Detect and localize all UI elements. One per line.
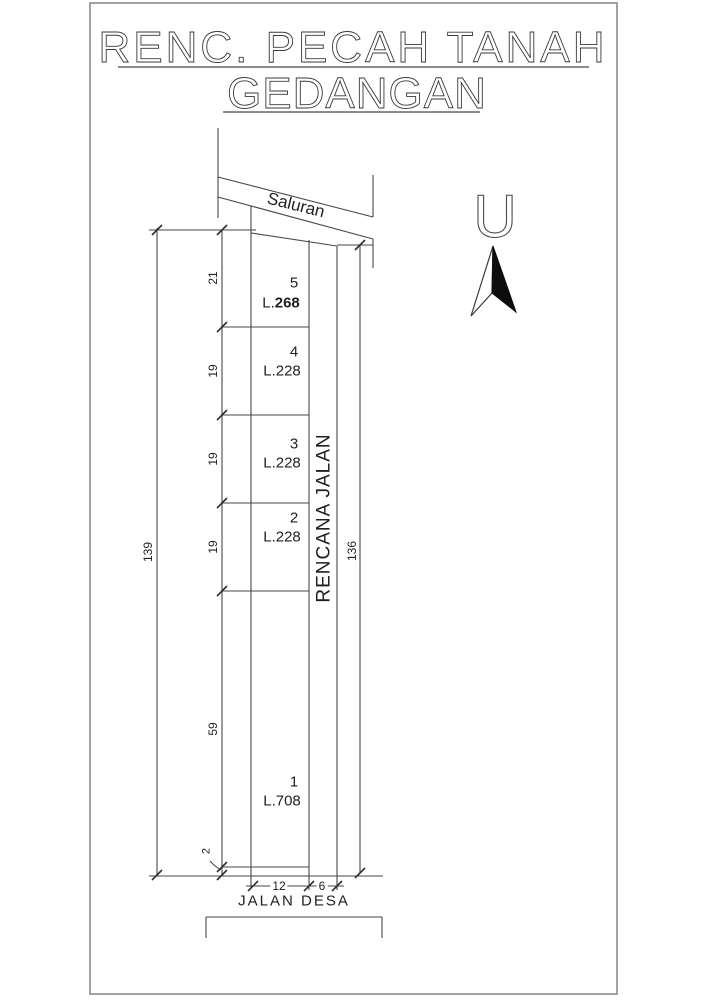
dim-label-right-total: 136 <box>345 540 359 562</box>
parcel-2-number: 2 <box>289 509 299 527</box>
planned-road-label: RENCANA JALAN <box>313 433 335 603</box>
channel-label: Saluran <box>265 188 327 222</box>
parcel-1-area-prefix: L. <box>263 792 276 810</box>
north-arrow-left-half <box>471 246 493 316</box>
parcel-5-area-value: 268 <box>274 294 300 312</box>
parcel-5-number: 5 <box>289 274 299 292</box>
title-line2: GEDANGAN <box>227 69 487 118</box>
parcel-1-area <box>263 794 301 809</box>
parcel-3-area <box>263 456 301 471</box>
parcel-4-area <box>263 364 301 379</box>
dim-label-width-6: 6 <box>318 879 326 893</box>
dim-label-59: 59 <box>206 722 220 736</box>
dim-label-19c: 19 <box>206 540 220 554</box>
title-line1: RENC. PECAH TANAH <box>98 23 608 72</box>
dim-label-19a: 19 <box>206 364 220 378</box>
strip-top-edge <box>251 233 337 246</box>
parcel-3-area-value: 228 <box>275 454 301 472</box>
parcel-3-area-prefix: L. <box>263 454 276 472</box>
page-border-frame <box>90 3 617 994</box>
parcel-4-area-value: 228 <box>275 362 301 380</box>
parcel-5-area-prefix: L. <box>262 294 275 312</box>
parcel-4-number: 4 <box>289 343 299 361</box>
parcel-3-number: 3 <box>289 435 299 453</box>
parcel-5-area <box>262 296 300 311</box>
parcel-4-area-prefix: L. <box>263 362 276 380</box>
north-arrow-right-half <box>492 246 516 312</box>
north-letter: U <box>473 183 517 250</box>
parcel-2-area <box>263 530 301 545</box>
parcel-1-number: 1 <box>289 773 299 791</box>
parcel-2-area-prefix: L. <box>263 528 276 546</box>
parcel-1-area-value: 708 <box>275 792 301 810</box>
dim-label-21: 21 <box>206 271 220 285</box>
dim-label-width-12: 12 <box>272 879 286 893</box>
village-road-label: JALAN DESA <box>238 892 350 910</box>
dim-label-gap-2: 2 <box>200 847 213 855</box>
dim-label-left-total: 139 <box>141 541 155 563</box>
dim-label-19b: 19 <box>206 452 220 466</box>
parcel-2-area-value: 228 <box>275 528 301 546</box>
